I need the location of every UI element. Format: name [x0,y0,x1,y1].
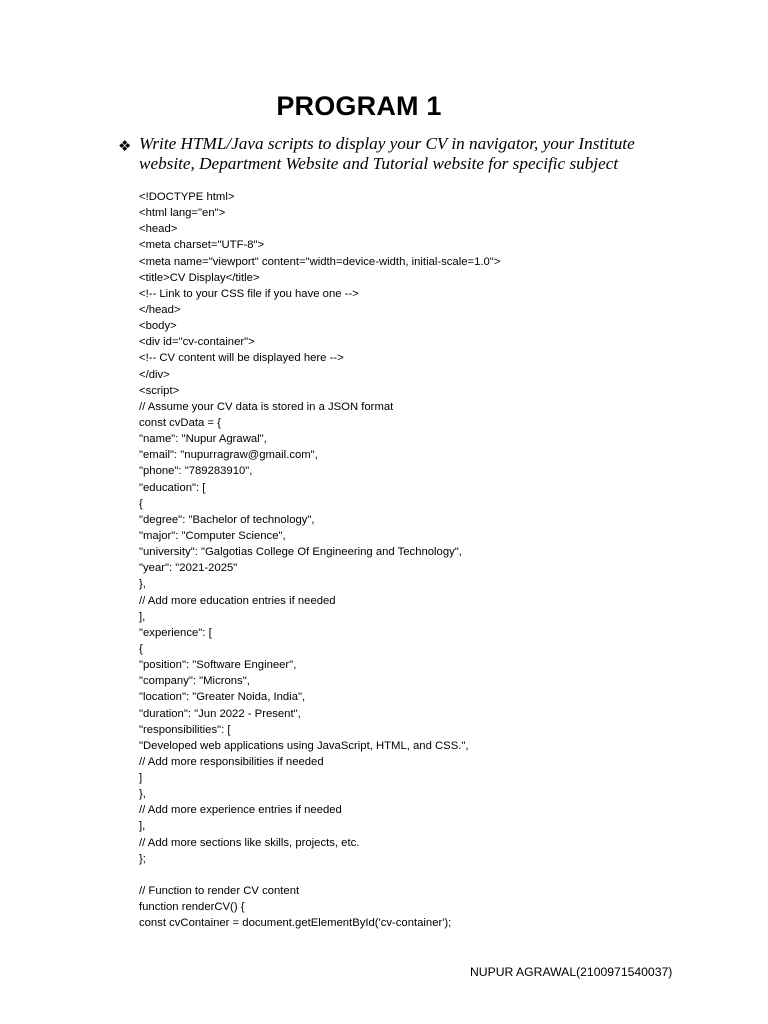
code-line: // Add more sections like skills, projects, etc. [139,836,360,849]
author-footer: NUPUR AGRAWAL(2100971540037) [470,965,673,979]
code-line: <script> [139,384,180,397]
code-line: </div> [139,368,170,381]
code-line: <body> [139,320,177,333]
code-line: <!-- CV content will be displayed here --> [139,352,344,365]
diamond-bullet-icon: ❖ [118,137,132,155]
code-line [139,867,699,883]
code-line: <html lang="en"> [139,207,226,220]
code-line: "company": "Microns", [139,675,250,688]
code-line: const cvData = { [139,416,221,429]
code-line: "year": "2021-2025" [139,562,238,575]
code-line: "responsibilities": [ [139,723,231,736]
code-line: }, [139,788,146,801]
code-line: }, [139,578,146,591]
code-line: "phone": "789283910", [139,465,253,478]
task-statement [118,134,678,174]
code-line: ], [139,610,146,623]
code-line: "Developed web applications using JavaScript, HTML, and CSS.", [139,739,469,752]
code-line: { [139,497,143,510]
code-line: <meta charset="UTF-8"> [139,239,265,252]
code-line: "location": "Greater Noida, India", [139,691,306,704]
code-line: <meta name="viewport" content="width=device-width, initial-scale=1.0"> [139,255,501,268]
code-line: "degree": "Bachelor of technology", [139,513,315,526]
code-line: <!DOCTYPE html> [139,191,235,203]
code-line: ], [139,820,146,833]
code-line: <div id="cv-container"> [139,336,255,349]
code-line: { [139,642,143,655]
code-line: "email": "nupurragraw@gmail.com", [139,449,318,462]
code-line: "duration": "Jun 2022 - Present", [139,707,301,720]
code-line: // Add more responsibilities if needed [139,755,324,768]
page-title: PROGRAM 1 [276,91,442,121]
code-line: "major": "Computer Science", [139,529,286,542]
code-line: ] [139,772,143,785]
code-line: // Add more experience entries if needed [139,804,342,817]
code-line: function renderCV() { [139,901,245,914]
code-line: <!-- Link to your CSS file if you have one --> [139,287,359,300]
code-line: }; [139,852,146,865]
code-listing [139,189,699,931]
code-line: // Add more education entries if needed [139,594,336,607]
code-line: "position": "Software Engineer", [139,659,297,672]
code-line: </head> [139,303,181,316]
code-line: <head> [139,223,178,236]
task-text: Write HTML/Java scripts to display your CV in navigator, your Institute website, Department Website and Tutorial website for specific subject [139,134,635,173]
code-line: // Assume your CV data is stored in a JSON format [139,400,394,413]
code-line: const cvContainer = document.getElementById('cv-container'); [139,917,452,930]
code-line: "university": "Galgotias College Of Engineering and Technology", [139,546,462,559]
code-line: "name": "Nupur Agrawal", [139,433,267,446]
code-line: "education": [ [139,481,206,494]
code-line: "experience": [ [139,626,212,639]
code-line: // Function to render CV content [139,885,300,898]
code-line: <title>CV Display</title> [139,271,260,284]
